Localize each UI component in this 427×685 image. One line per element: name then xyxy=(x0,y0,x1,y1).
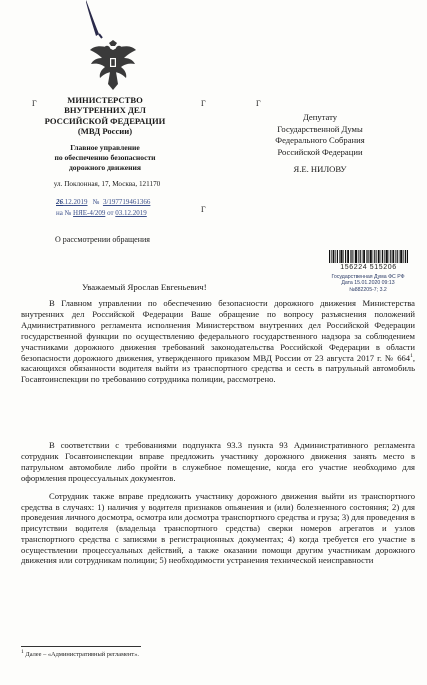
registration-number: 3/197719461366 xyxy=(102,198,151,206)
recipient-name: Я.Е. НИЛОВУ xyxy=(293,164,347,174)
stamp-line-2: Дата 15.01.2020 09:13 xyxy=(341,280,395,287)
coat-of-arms-emblem-icon xyxy=(88,40,138,92)
corner-mark-top-mid: Г xyxy=(201,99,206,108)
letter-subject: О рассмотрении обращения xyxy=(55,235,150,244)
recipient-line-4: Российской Федерации xyxy=(277,146,363,157)
footnote-text: Далее – «Административный регламент». xyxy=(25,651,140,658)
recipient-line-1: Депутату xyxy=(302,112,338,122)
reference-date: 03.12.2019 xyxy=(115,209,147,217)
stamp-line-3: №882205-7; 3.2 xyxy=(349,286,387,293)
corner-mark-bottom-mid: Г xyxy=(201,205,206,214)
body-paragraph-3: Сотрудник также вправе предложить участнику дорожного движения выйти из транспортного средства в случаях: 1) наличия у водителя признаков опьянения и (или) болезненного состояния; 2) для проведения личного досмотра, осмотра или досмотра транспортного средства и груза; 3) для проведения в присутствии водителя (владельца транспортного средства) сверки номеров агрегатов и узлов транспортного средства с записями в регистрационных документах; 4) когда требуется его участие в осуществлении процессуальных действий, а также оказании помощи другим участникам дорожного движения или сотрудникам полиции; 5) необходимости устранения технической неисправности xyxy=(21,491,415,566)
reference-prefix: на № xyxy=(56,209,72,217)
barcode-image xyxy=(329,250,408,263)
corner-mark-top-right: Г xyxy=(256,99,261,108)
recipient-block xyxy=(250,112,390,158)
stamp-line-1: Государственная Дума ФС РФ xyxy=(331,274,405,280)
ministry-name xyxy=(40,95,170,137)
registration-stamp xyxy=(322,274,414,293)
pen-mark-drawing xyxy=(84,0,104,40)
ministry-line-3: РОССИЙСКОЙ ФЕДЕРАЦИИ xyxy=(44,115,166,126)
greeting: Уважаемый Ярослав Евгеньевич! xyxy=(82,282,207,292)
registration-date-line xyxy=(56,198,150,206)
ministry-line-1: МИНИСТЕРСТВО xyxy=(67,95,143,105)
recipient-line-3: Федерального Собрания xyxy=(275,135,365,146)
ministry-line-4: (МВД России) xyxy=(77,126,133,137)
reference-line xyxy=(56,209,147,217)
footnote-ref: 1 xyxy=(410,352,413,359)
department-line-2: по обеспечению безопасности xyxy=(54,152,156,162)
department-name xyxy=(40,143,170,172)
barcode-number: 156224 515206 xyxy=(340,264,397,271)
reference-from: от xyxy=(107,209,114,217)
corner-mark-top-left: Г xyxy=(32,99,37,108)
body-paragraph-1-tail: , касающихся обязанности водителя выйти из транспортного средства и сесть в патрульный автомобиль Госавтоинспекции по требованию сотрудника полиции, рассмотрено. xyxy=(21,352,415,385)
recipient-line-2: Государственной Думы xyxy=(277,123,363,134)
reference-number: НЯЕ-4/209 xyxy=(73,209,106,217)
ministry-line-2: ВНУТРЕННИХ ДЕЛ xyxy=(64,105,146,116)
body-paragraph-1 xyxy=(21,298,415,385)
sender-address: ул. Поклонная, 17, Москва, 121170 xyxy=(53,180,161,188)
department-line-3: дорожного движения xyxy=(68,162,142,172)
registration-date: .12.2019 xyxy=(63,198,88,206)
footnote xyxy=(21,648,140,658)
footnote-marker: 1 xyxy=(21,648,24,655)
department-line-1: Главное управление xyxy=(70,143,140,152)
registration-day-handwritten: 26 xyxy=(56,198,63,206)
body-paragraph-2: В соответствии с требованиями подпункта 93.3 пункта 93 Административного регламента сотрудник Госавтоинспекции вправе предложить участнику дорожного движения занять место в патрульном автомобиле либо пройти в служебное помещение, когда его участие необходимо для оформления процессуальных документов. xyxy=(21,440,415,483)
registration-number-label: № xyxy=(92,198,100,206)
body-paragraph-1-text: В Главном управлении по обеспечению безопасности дорожного движения Министерства внутренних дел Российской Федерации Ваше обращение по вопросу разъяснения положений Административного регламента исполнения Министерством внутренних дел Российской Федерации государственной функции по осуществлению федерального государственного надзора за соблюдением участниками дорожного движения требований законодательства Российской Федерации в области безопасности дорожного движения, утвержденного приказом МВД России от 23 августа 2017 г. № 664 xyxy=(21,298,415,363)
footnote-divider xyxy=(21,646,141,647)
